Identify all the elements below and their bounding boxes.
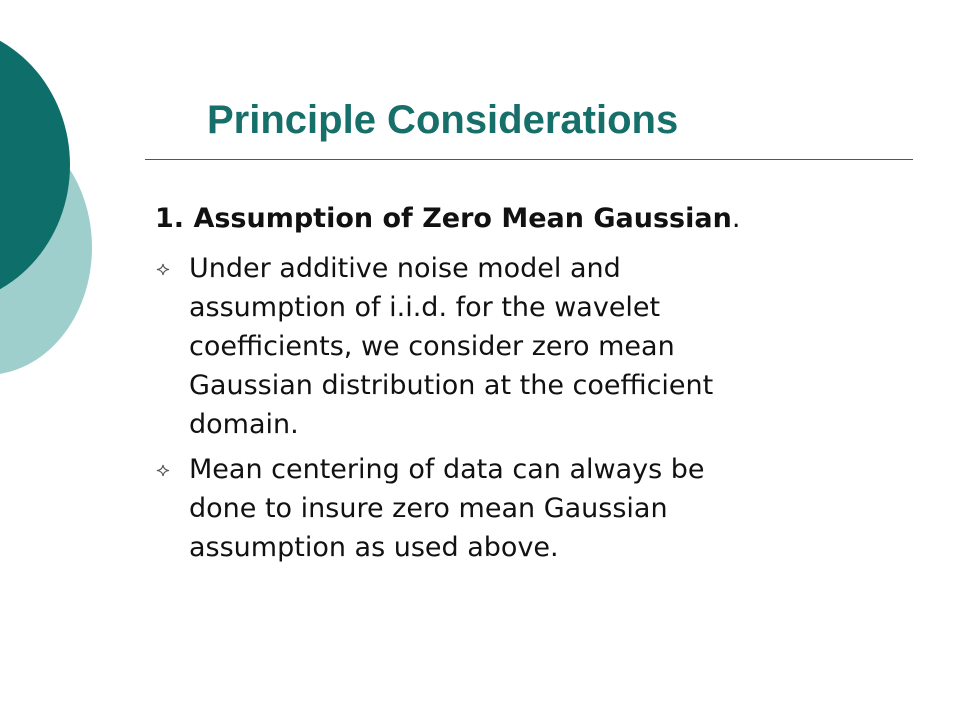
title-divider <box>145 159 913 160</box>
bullet-item <box>155 249 855 444</box>
bullet-list <box>155 249 855 573</box>
bullet-item <box>155 450 855 567</box>
bullet-text: Under additive noise model and assumption of i.i.d. for the wavelet coefficients, we consider zero mean Gaussian distribution at the coefficient domain. <box>189 253 714 440</box>
section-heading-text: 1. Assumption of Zero Mean Gaussian <box>155 203 732 234</box>
slide-title: Principle Considerations <box>207 98 679 142</box>
hollow-diamond-bullet-icon <box>156 464 170 477</box>
section-heading <box>155 200 740 238</box>
hollow-diamond-bullet-icon <box>156 263 170 276</box>
section-heading-period: . <box>731 203 741 234</box>
bullet-text: Mean centering of data can always be done to insure zero mean Gaussian assumption as used above. <box>189 454 705 563</box>
